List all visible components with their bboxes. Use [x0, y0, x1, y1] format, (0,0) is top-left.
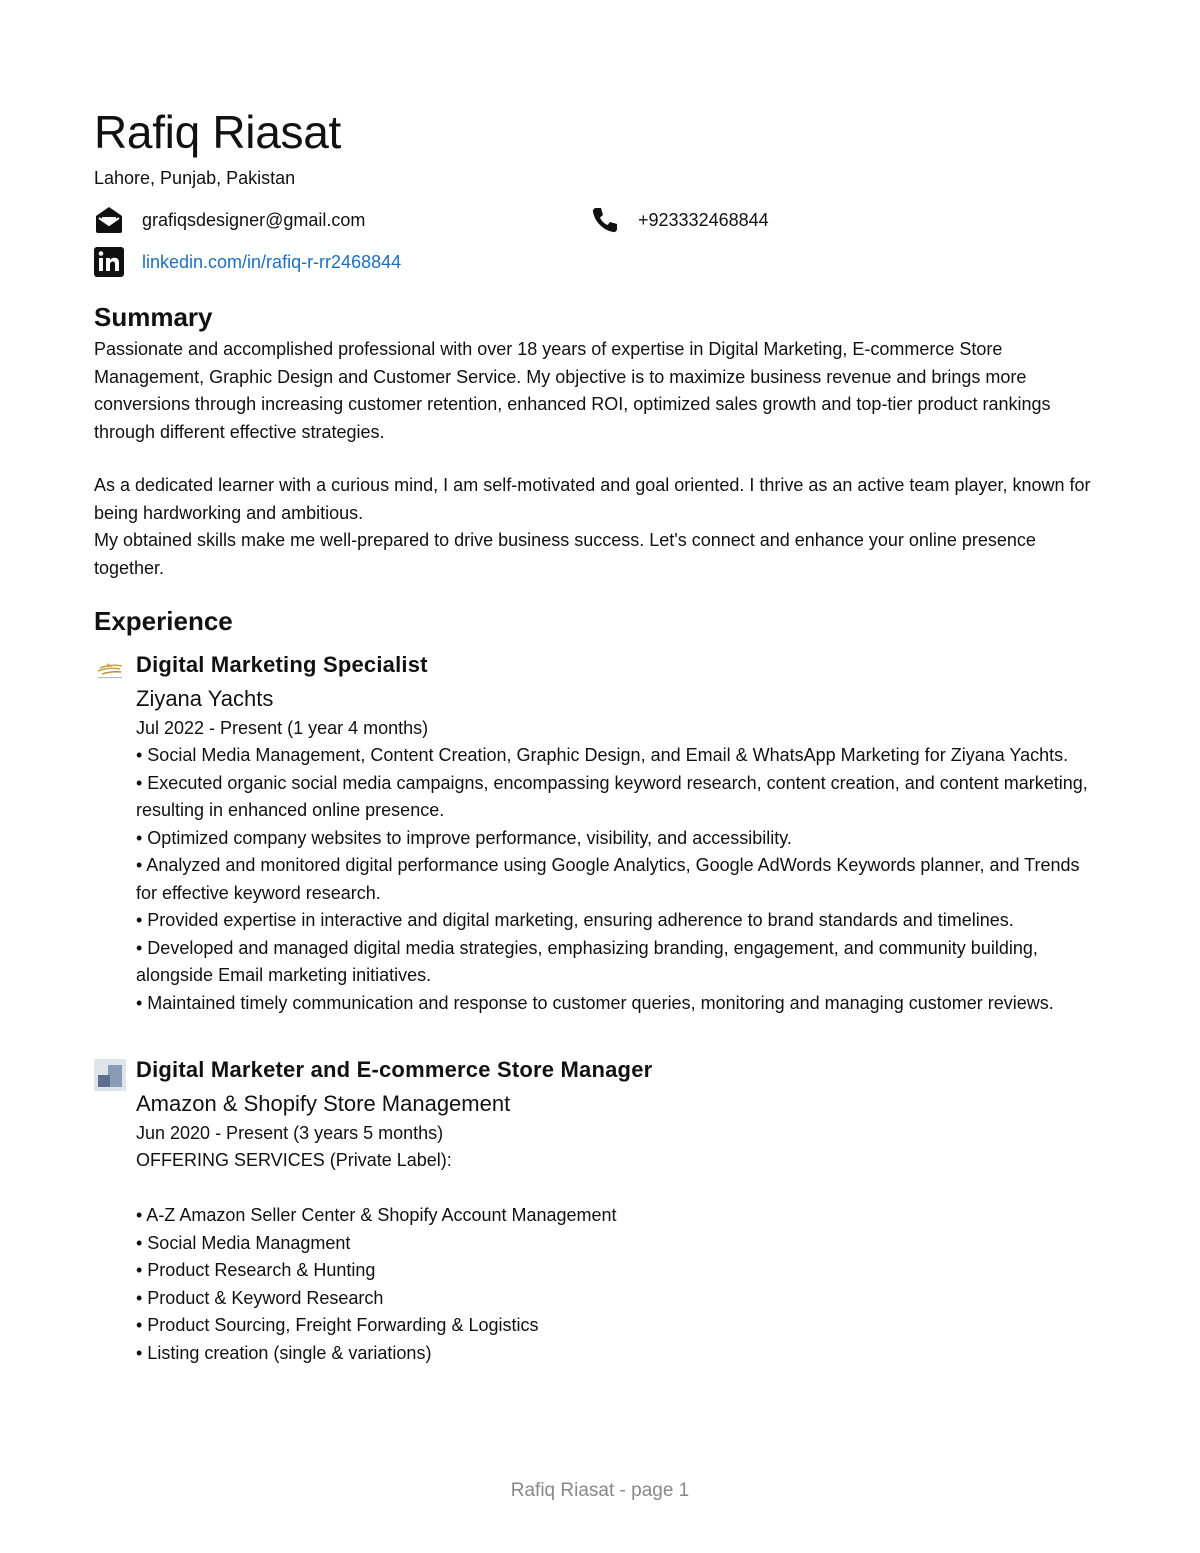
linkedin-link[interactable]: linkedin.com/in/rafiq-r-rr2468844	[142, 251, 402, 272]
list-item: • Product Research & Hunting	[136, 1260, 376, 1280]
phone-contact[interactable]	[590, 202, 769, 238]
list-item: • Product & Keyword Research	[136, 1287, 384, 1308]
ziyana-yachts-logo-icon	[94, 654, 126, 686]
company-name: Ziyana Yachts	[136, 686, 274, 711]
job-bullets	[136, 742, 1094, 1017]
contact-row-2	[94, 244, 1094, 280]
job-title: Digital Marketing Specialist	[136, 652, 428, 677]
list-item: • Provided expertise in interactive and digital marketing, ensuring adherence to brand standards and timelines.	[136, 910, 1014, 930]
list-item: • Analyzed and monitored digital performance using Google Analytics, Google AdWords Keywords planner, and Trends for effective keyword research.	[136, 855, 1080, 903]
page-footer: Rafiq Riasat - page 1	[510, 1480, 690, 1501]
summary-text	[94, 336, 1094, 582]
phone-icon	[590, 205, 620, 235]
list-item: • A-Z Amazon Seller Center & Shopify Account Management	[136, 1205, 617, 1225]
services-intro: OFFERING SERVICES (Private Label):	[136, 1150, 452, 1170]
location: Lahore, Punjab, Pakistan	[94, 168, 296, 188]
linkedin-icon	[94, 247, 124, 277]
list-item: • Optimized company websites to improve performance, visibility, and accessibility.	[136, 827, 792, 848]
job-entry	[94, 650, 1094, 1017]
list-item: • Social Media Managment	[136, 1232, 351, 1253]
list-item: • Developed and managed digital media strategies, emphasizing branding, engagement, and community building, alongside Email marketing initiatives.	[136, 937, 1038, 985]
experience-heading: Experience	[94, 606, 233, 636]
summary-heading: Summary	[94, 302, 213, 332]
email-text: grafiqsdesigner@gmail.com	[142, 209, 366, 230]
job-title: Digital Marketer and E-commerce Store Manager	[136, 1057, 653, 1082]
list-item: • Listing creation (single & variations)	[136, 1342, 432, 1363]
candidate-name: Rafiq Riasat	[94, 106, 341, 158]
phone-text: +923332468844	[638, 209, 769, 230]
job-bullets	[136, 1147, 1094, 1367]
resume-page	[94, 104, 1094, 1367]
job-dates: Jul 2022 - Present (1 year 4 months)	[136, 718, 429, 738]
list-item: • Product Sourcing, Freight Forwarding & Logistics	[136, 1315, 539, 1335]
job-entry	[94, 1055, 1094, 1367]
linkedin-contact[interactable]	[94, 244, 401, 280]
list-item: • Maintained timely communication and response to customer queries, monitoring and managing customer reviews.	[136, 992, 1054, 1013]
list-item: • Executed organic social media campaigns, encompassing keyword research, content creation, and content marketing, resulting in enhanced online presence.	[136, 772, 1088, 820]
list-item: • Social Media Management, Content Creation, Graphic Design, and Email & WhatsApp Marketing for Ziyana Yachts.	[136, 745, 1069, 765]
summary-paragraph-1: Passionate and accomplished professional with over 18 years of expertise in Digital Marketing, E-commerce Store Management, Graphic Design and Customer Service. My objective is to maximize business revenue and brings more conversions through increasing customer retention, enhanced ROI, optimized sales growth and top-tier product rankings through different effective strategies.	[94, 339, 1051, 442]
job-dates: Jun 2020 - Present (3 years 5 months)	[136, 1123, 444, 1143]
spacer	[136, 1175, 1094, 1203]
email-contact[interactable]	[94, 202, 365, 238]
summary-paragraph-2: As a dedicated learner with a curious mind, I am self-motivated and goal oriented. I thrive as an active team player, known for being hardworking and ambitious.	[94, 475, 1091, 523]
summary-paragraph-3: My obtained skills make me well-prepared to drive business success. Let's connect and enhance your online presence together.	[94, 530, 1036, 578]
company-name: Amazon & Shopify Store Management	[136, 1091, 511, 1116]
company-placeholder-logo-icon	[94, 1059, 126, 1091]
contact-row-1	[94, 202, 1094, 238]
envelope-icon	[94, 205, 124, 235]
